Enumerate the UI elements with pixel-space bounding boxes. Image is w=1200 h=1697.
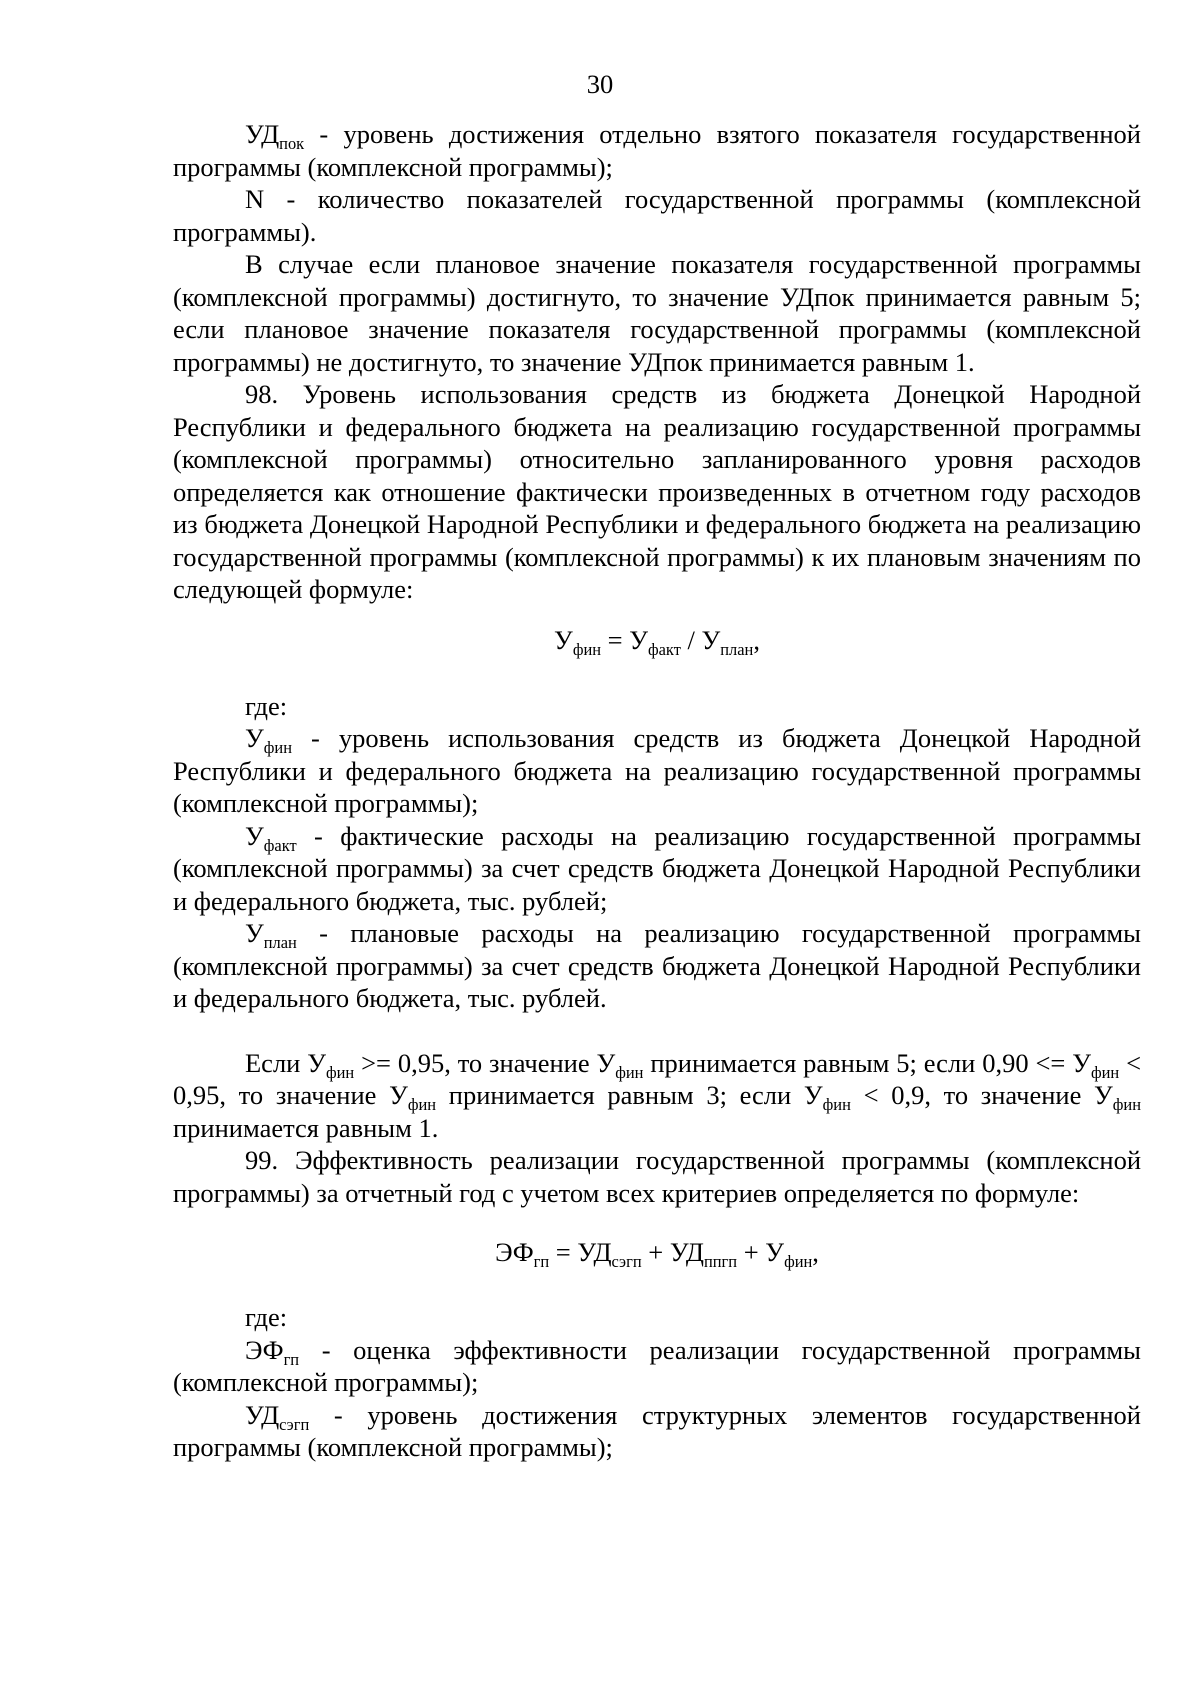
paragraph-99: 99. Эффективность реализации государственной программы (комплексной программы) за отчетный год с учетом всех критериев определяется по формуле: (173, 1145, 1141, 1208)
spacer (173, 1015, 1141, 1047)
ufin-rule: Если $У_{фин} >= 0,95$, то значение $У_{фин}$ принимается равным 5; если $0,90 <= У_{фин} < 0,95$, то значение $У_{фин}$ принимается равным 3; если $У_{фин} < 0,9$, то значение $У_{фин}$ принимается равным 1. (173, 1047, 1142, 1143)
formula-ufin: $У_{фин} = У_{факт} / У_{план}$, (554, 624, 760, 659)
document-body (173, 118, 1141, 1464)
where-label: где: (245, 1302, 288, 1332)
paragraph-98: 98. Уровень использования средств из бюджета Донецкой Народной Республики и федерального бюджета на реализацию государственной программы (комплексной программы) относительно запланированного уровня расходов определяется как отношение фактически произведенных в отчетном году расходов из бюджета Донецкой Народной Республики и федерального бюджета на реализацию государственной программы (комплексной программы) к их плановым значениям по следующей формуле: (173, 379, 1141, 604)
where-label: где: (245, 690, 288, 721)
udsegp-definition: $УД_{сэгп}$ - уровень достижения структурных элементов государственной программы (комплексной программы); (173, 1399, 1141, 1462)
page-number: 30 (586, 69, 614, 99)
ufin-definition: $У_{фин}$ - уровень использования средств из бюджета Донецкой Народной Республики и федерального бюджета на реализацию государственной программы (комплексной программы); (173, 723, 1141, 818)
uplan-definition: $У_{план}$ - плановые расходы на реализацию государственной программы (комплексной программы) за счет средств бюджета Донецкой Народной Республики и федерального бюджета, тыс. рублей. (173, 918, 1141, 1013)
ufakt-definition: $У_{факт}$ - фактические расходы на реализацию государственной программы (комплексной программы) за счет средств бюджета Донецкой Народной Республики и федерального бюджета, тыс. рублей; (173, 820, 1141, 916)
formula-efgp: $ЭФ_{гп} = УД_{сэгп} + УД_{ппгп} + У_{фин}$, (495, 1237, 819, 1271)
case-paragraph: В случае если плановое значение показателя государственной программы (комплексной программы) достигнуто, то значение УДпок принимается равным 5; если плановое значение показателя государственной программы (комплексной программы) не достигнуто, то значение УДпок принимается равным 1. (173, 249, 1141, 377)
efgp-definition: $ЭФ_{гп}$ - оценка эффективности реализации государственной программы (комплексной программы); (173, 1334, 1141, 1397)
ud-pok-definition: $УД_{пок}$ - уровень достижения отдельно взятого показателя государственной программы (комплексной программы); (173, 119, 1141, 182)
n-definition: N - количество показателей государственной программы (комплексной программы). (173, 184, 1141, 247)
